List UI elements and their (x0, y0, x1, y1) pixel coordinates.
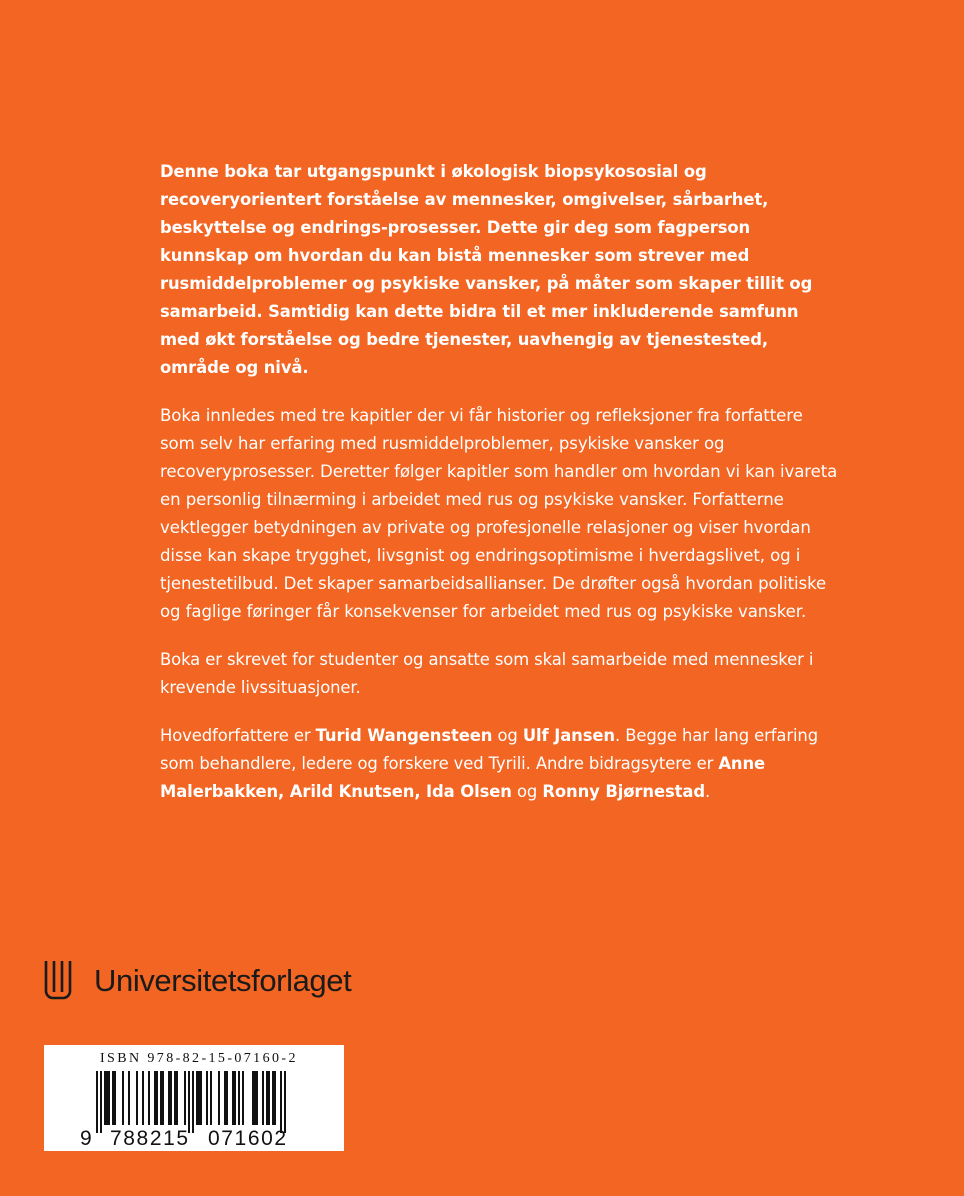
barcode-bar (168, 1071, 170, 1125)
barcode-bar (210, 1071, 212, 1125)
barcode-bar (122, 1071, 124, 1125)
barcode-bar (174, 1071, 176, 1125)
barcode-bar (224, 1071, 226, 1125)
barcode-bar (176, 1071, 178, 1125)
intro-paragraph: Denne boka tar utgangspunkt i økologisk biopsykososial og recoveryorientert forståelse av mennesker, omgivelser, sårbarhet, beskyttelse og endrings-prosesser. Dette gir deg som fagperson kunnskap om hvordan du kan bistå mennesker som strever med rusmiddelproblemer og psykiske vansker, på måter som skaper tillit og samarbeid. Samtidig kan dette bidra til et mer inkluderende samfunn med økt forståelse og bedre tjenester, uavhengig av tjenestested, område og nivå. (160, 162, 813, 377)
barcode-bar (200, 1071, 202, 1125)
barcode-bar (254, 1071, 256, 1125)
barcode-bar (268, 1071, 270, 1125)
barcode-bar (160, 1071, 162, 1125)
isbn-label: ISBN 978-82-15-07160-2 (100, 1051, 298, 1066)
audience-paragraph: Boka er skrevet for studenter og ansatte som skal samarbeide med mennesker i krevende livssituasjoner. (160, 650, 814, 697)
authors-text-2: og (492, 726, 523, 745)
barcode-bar (238, 1071, 240, 1125)
ean-first-digit: 9 (80, 1127, 92, 1150)
barcode-bar (108, 1071, 110, 1125)
barcode-bar (148, 1071, 150, 1125)
authors-paragraph (160, 722, 840, 806)
publisher-brand (44, 958, 351, 1004)
ean-right-digits: 071602 (208, 1127, 288, 1150)
barcode-bar (156, 1071, 158, 1125)
barcode-bar (184, 1071, 186, 1125)
authors-text-1: Hovedforfattere er (160, 726, 316, 745)
publisher-name: Universitetsforlaget (94, 963, 352, 998)
barcode-bar (274, 1071, 276, 1125)
barcode-bar (162, 1071, 164, 1125)
barcode-bar (100, 1071, 102, 1133)
barcode-bar (198, 1071, 200, 1125)
author-name: Turid Wangensteen (315, 726, 493, 745)
barcode-bar (226, 1071, 228, 1125)
authors-text-4: og (511, 782, 543, 801)
barcode-bar (280, 1071, 282, 1133)
barcode-bar (170, 1071, 172, 1125)
authors-text-5: . (704, 782, 711, 801)
barcode-bar (262, 1071, 264, 1125)
barcode-bar (96, 1071, 98, 1133)
content-paragraph: Boka innledes med tre kapitler der vi får historier og refleksjoner fra forfattere som selv har erfaring med rusmiddelproblemer, psykiske vansker og recoveryprosesser. Deretter følger kapitler som handler om hvordan vi kan ivareta en personlig tilnærming i arbeidet med rus og psykiske vansker. Forfatterne vektlegger betydningen av private og profesjonelle relasjoner og viser hvordan disse kan skape trygghet, livsgnist og endringsoptimisme i hverdagslivet, og i tjenestetilbud. Det skaper samarbeidsallianser. De drøfter også hvordan politiske og faglige føringer får konsekvenser for arbeidet med rus og psykiske vansker. (160, 406, 838, 621)
isbn-barcode (44, 1045, 344, 1151)
barcode-bar (218, 1071, 220, 1125)
barcode-bar (106, 1071, 108, 1125)
author-name: Ulf Jansen (522, 726, 615, 745)
contributor-name: Ronny Bjørnestad (542, 782, 705, 801)
barcode-bar (104, 1071, 106, 1125)
barcode-bar (252, 1071, 254, 1125)
barcode-bar (188, 1071, 190, 1133)
back-cover-text (160, 158, 840, 806)
barcode-bar (136, 1071, 138, 1125)
barcode-bar (114, 1071, 116, 1125)
barcode-bar (242, 1071, 244, 1125)
barcode-bar (284, 1071, 286, 1133)
ean-left-digits: 788215 (110, 1127, 190, 1150)
universitetsforlaget-u-logo-icon (44, 959, 72, 1003)
contributor-names: Anne Malerbakken, Arild Knutsen, Ida Olsen (160, 754, 766, 801)
barcode-bar (192, 1071, 194, 1133)
barcode-bar (272, 1071, 274, 1125)
barcode-bar (142, 1071, 144, 1125)
barcode-bar (266, 1071, 268, 1125)
barcode-bar (234, 1071, 236, 1125)
barcode-bar (232, 1071, 234, 1125)
barcode-bar (196, 1071, 198, 1125)
barcode-bar (112, 1071, 114, 1125)
barcode-bar (128, 1071, 130, 1125)
barcode-bar (154, 1071, 156, 1125)
barcode-bar (206, 1071, 208, 1125)
authors-text-3: . Begge har lang erfaring som behandlere, ledere og forskere ved Tyrili. Andre bidragsytere er (160, 726, 819, 773)
barcode-bar (256, 1071, 258, 1125)
